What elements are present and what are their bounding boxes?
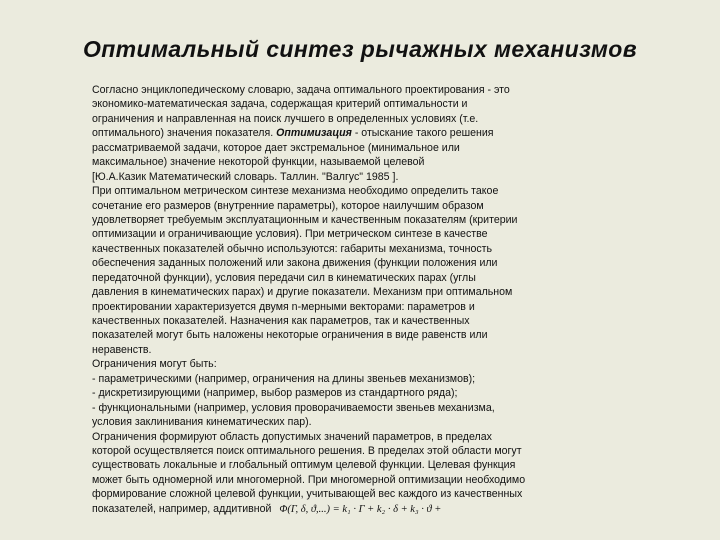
text-run: [Ю.А.Казик Математический словарь. Таллин. "Валгус" 1985 ]. — [92, 170, 399, 183]
text-line — [92, 444, 590, 458]
text-run: максимальное) значение некоторой функции, называемой целевой — [92, 156, 425, 169]
text-line — [92, 170, 590, 184]
text-line — [92, 242, 590, 256]
text-run: - дискретизирующими (например, выбор размеров из стандартного ряда); — [92, 387, 458, 400]
text-run: показателей, например, аддитивной — [92, 502, 272, 515]
text-run: рассматриваемой задачи, которое дает экстремальное (минимальное или — [92, 141, 460, 154]
text-line — [92, 184, 590, 198]
text-line — [92, 372, 590, 386]
text-run: экономико-математическая задача, содержащая критерий оптимальности и — [92, 98, 468, 111]
text-run: оптимального) значения показателя. — [92, 127, 277, 140]
text-run: При оптимальном метрическом синтезе механизма необходимо определить такое — [92, 185, 499, 198]
text-run: удовлетворяет требуемым эксплуатационным и качественным показателям (критерии — [92, 213, 518, 226]
text-line — [92, 141, 590, 155]
text-run: показателей могут быть наложены некоторые ограничения в виде равенств или — [92, 329, 488, 342]
text-line — [92, 199, 590, 213]
text-line — [92, 227, 590, 241]
text-line — [92, 314, 590, 328]
text-run: обеспечения заданных положений или закона движения (функции положения или — [92, 257, 498, 270]
text-line — [92, 126, 590, 140]
text-run: ограничения и направленная на поиск лучшего в определенных условиях (т.е. — [92, 112, 479, 125]
text-run: сочетание его размеров (внутренние параметры), которое наилучшим образом — [92, 199, 484, 212]
text-run: проектировании характеризуется двумя n-мерными векторами: параметров и — [92, 300, 475, 313]
objective-function-formula: Φ(Γ, δ, ϑ,...) = k₁ · Γ + k₂ · δ + k₃ · ϑ + — [279, 503, 442, 515]
text-line — [92, 386, 590, 400]
text-run: - функциональными (например, условия проворачиваемости звеньев механизма, — [92, 401, 495, 414]
text-run: Ограничения формируют область допустимых значений параметров, в пределах — [92, 430, 492, 443]
slide-body-text — [92, 83, 590, 516]
text-line — [92, 155, 590, 169]
emphasized-term: Оптимизация — [276, 127, 352, 140]
text-run: формирование сложной целевой функции, учитывающей вес каждого из качественных — [92, 488, 523, 501]
text-line — [92, 458, 590, 472]
text-line — [92, 112, 590, 126]
text-line — [92, 97, 590, 111]
text-run: Согласно энциклопедическому словарю, задача оптимального проектирования - это — [92, 84, 510, 96]
text-run: качественных показателей обычно используются: габариты механизма, точность — [92, 242, 493, 255]
text-line — [92, 401, 590, 415]
text-line — [92, 343, 590, 357]
text-line — [92, 300, 590, 314]
text-run: - параметрическими (например, ограничения на длины звеньев механизмов); — [92, 372, 476, 385]
text-run: оптимизации и ограничивающие условия). При метрическом синтезе в качестве — [92, 228, 488, 241]
text-run: которой осуществляется поиск оптимального решения. В пределах этой области могут — [92, 444, 522, 457]
text-line — [92, 415, 590, 429]
text-run: существовать локальные и глобальный оптимум целевой функции. Целевая функция — [92, 459, 516, 472]
text-line — [92, 213, 590, 227]
text-run: Ограничения могут быть: — [92, 358, 217, 371]
text-line — [92, 473, 590, 487]
text-line — [92, 285, 590, 299]
slide-title: Оптимальный синтез рычажных механизмов — [82, 36, 638, 62]
text-line — [92, 430, 590, 444]
text-run: неравенств. — [92, 343, 152, 356]
text-line — [92, 271, 590, 285]
text-run: условия заклинивания кинематических пар). — [92, 416, 312, 429]
text-run: качественных показателей. Назначения как параметров, так и качественных — [92, 315, 470, 327]
text-line — [92, 328, 590, 342]
text-line — [92, 357, 590, 371]
text-run: передаточной функции), условия передачи сил в кинематических парах (углы — [92, 271, 476, 284]
text-run: давления в кинематических парах) и другие показатели. Механизм при оптимальном — [92, 286, 513, 299]
text-line — [92, 487, 590, 501]
text-line — [92, 502, 590, 516]
text-run: может быть одномерной или многомерной. При многомерной оптимизации необходимо — [92, 473, 526, 486]
text-run: - отыскание такого решения — [351, 127, 494, 140]
text-line — [92, 256, 590, 270]
text-line — [92, 83, 590, 97]
